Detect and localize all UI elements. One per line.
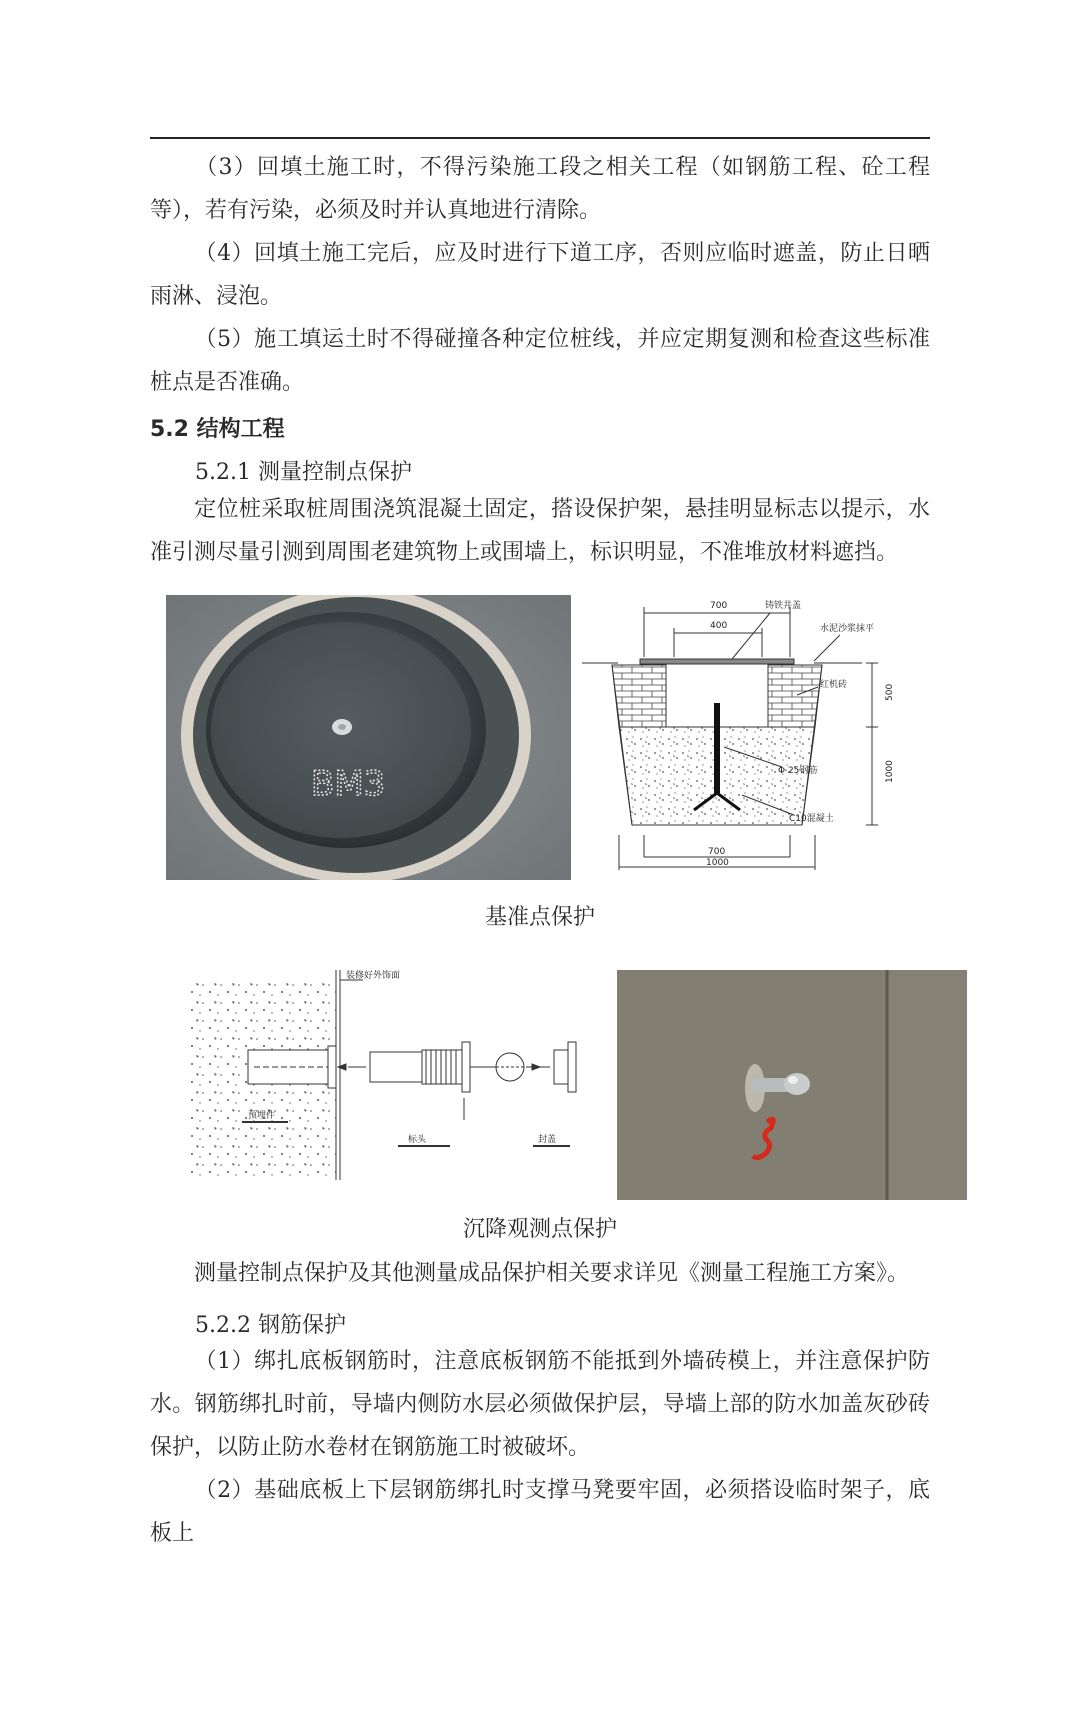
dim-side-top: 500: [885, 683, 895, 701]
label-cap: 封盖: [538, 1135, 557, 1145]
paragraph-5: （5）施工填运土时不得碰撞各种定位桩线，并应定期复测和检查这些标准桩点是否准确。: [150, 327, 930, 395]
settlement-point-diagram: [188, 970, 603, 1180]
caption-benchmark: 基准点保护: [484, 905, 595, 930]
dim-bottom-outer: 1000: [706, 858, 729, 868]
paragraph-4: （4）回填土施工完后，应及时进行下道工序，否则应临时遮盖，防止日晒雨淋、浸泡。: [150, 241, 930, 309]
label-cover: 铸铁井盖: [765, 601, 802, 611]
paragraph-reference: 测量控制点保护及其他测量成品保护相关要求详见《测量工程施工方案》。: [194, 1261, 910, 1286]
subsection-title-1: 5.2.1 测量控制点保护: [195, 460, 412, 485]
benchmark-section-diagram: [582, 595, 927, 885]
label-brick: 红机砖: [820, 680, 848, 690]
header-rule: [150, 137, 930, 139]
label-mortar: 水泥沙浆抹平: [820, 624, 875, 634]
paragraph-stake: 定位桩采取桩周围浇筑混凝土固定，搭设保护架，悬挂明显标志以提示，水准引测尽量引测到周围老建筑物上或围墙上，标识明显，不准堆放材料遮挡。: [150, 497, 930, 565]
dim-top-outer: 700: [710, 601, 728, 611]
label-embed: 预埋件: [248, 1111, 276, 1121]
paragraph-rebar-1: （1）绑扎底板钢筋时，注意底板钢筋不能抵到外墙砖模上，并注意保护防水。钢筋绑扎时前，导墙内侧防水层必须做保护层，导墙上部的防水加盖灰砂砖保护，以防止防水卷材在钢筋施工时被破坏。: [150, 1349, 930, 1460]
benchmark-photo: [166, 595, 571, 880]
label-finish: 装修好外饰面: [346, 971, 401, 981]
bm3-label: BM3: [311, 764, 386, 804]
label-head: 标头: [408, 1135, 427, 1145]
label-rebar: Φ 25钢筋: [778, 766, 818, 776]
paragraph-3: （3）回填土施工时，不得污染施工段之相关工程（如钢筋工程、砼工程等），若有污染，必须及时并认真地进行清除。: [150, 155, 930, 223]
paragraph-rebar-2: （2）基础底板上下层钢筋绑扎时支撑马凳要牢固，必须搭设临时架子，底板上: [150, 1478, 930, 1546]
settlement-photo: [617, 970, 967, 1200]
dim-side-bottom: 1000: [885, 760, 895, 783]
caption-settlement: 沉降观测点保护: [462, 1217, 617, 1242]
label-concrete: C10混凝土: [789, 814, 834, 824]
dim-bottom-inner: 700: [708, 847, 726, 857]
subsection-title-2: 5.2.2 钢筋保护: [195, 1313, 346, 1338]
dim-top-inner: 400: [710, 621, 728, 631]
section-heading: 5.2 结构工程: [150, 417, 285, 442]
